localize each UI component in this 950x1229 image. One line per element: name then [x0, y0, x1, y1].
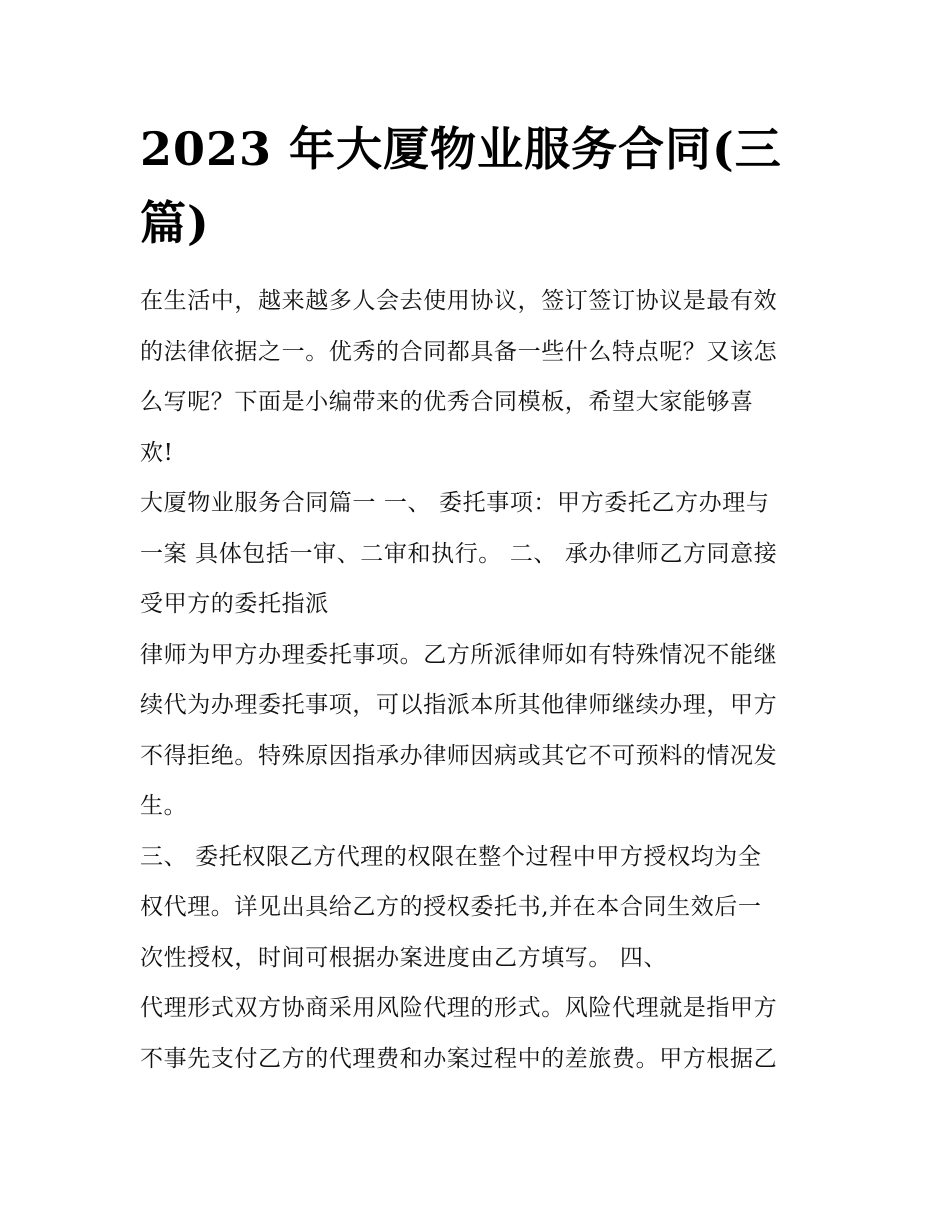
- document-body: [140, 276, 820, 1084]
- paragraph-section-three: 三、 委托权限乙方代理的权限在整个过程中甲方授权均为全 权代理。详见出具给乙方的授权委托书,并在本合同生效后一 次性授权，时间可根据办案进度由乙方填写。 四、: [140, 843, 762, 971]
- paragraph-intro: 在生活中，越来越多人会去使用协议，签订签订协议是最有效 的法律依据之一。优秀的合同都具备一些什么特点呢？又该怎 么写呢？下面是小编带来的优秀合同模板，希望大家能够喜 欢!: [140, 288, 778, 466]
- document-title: 2023 年大厦物业服务合同(三 篇): [140, 122, 782, 250]
- paragraph-section-four: 代理形式双方协商采用风险代理的形式。风险代理就是指甲方 不事先支付乙方的代理费和办案过程中的差旅费。甲方根据乙: [140, 995, 778, 1072]
- paragraph-section-one: 大厦物业服务合同篇一 一、 委托事项：甲方委托乙方办理与 一案 具体包括一审、二审和执行。 二、 承办律师乙方同意接 受甲方的委托指派: [140, 490, 778, 617]
- paragraph-lawyer-assignment: 律师为甲方办理委托事项。乙方所派律师如有特殊情况不能继 续代为办理委托事项，可以指派本所其他律师继续办理，甲方 不得拒绝。特殊原因指承办律师因病或其它不可预料的情况发 生。: [140, 641, 778, 819]
